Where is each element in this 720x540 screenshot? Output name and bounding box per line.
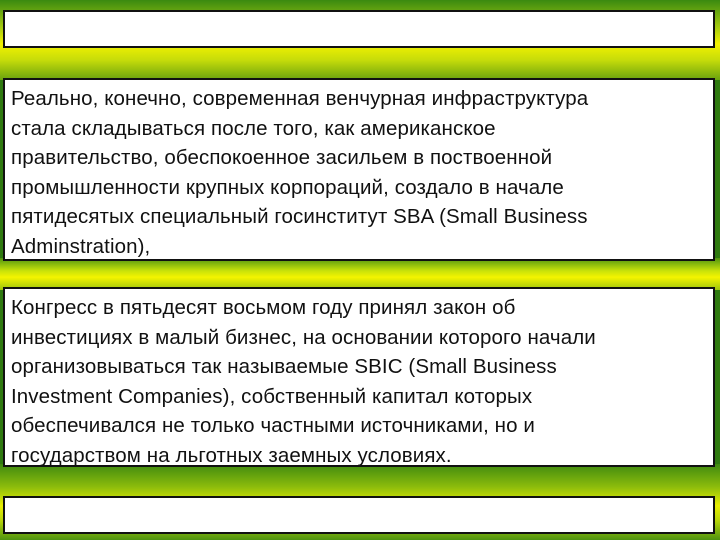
paragraph-2-line: государством на льготных заемных условиях. bbox=[11, 443, 452, 467]
paragraph-2-line: Конгресс в пятьдесят восьмом году принял закон об bbox=[11, 296, 516, 319]
paragraph-2-box bbox=[3, 287, 715, 467]
paragraph-2-line: обеспечивался не только частными источниками, но и bbox=[11, 414, 535, 437]
paragraph-1-line: промышленности крупных корпораций, создало в начале bbox=[11, 175, 564, 199]
paragraph-1-line: пятидесятых специальный госинститут SBA (Small Business bbox=[11, 205, 588, 228]
paragraph-2-line: Investment Companies), собственный капитал которых bbox=[11, 384, 533, 408]
header-text-box bbox=[3, 10, 715, 48]
paragraph-1-box bbox=[3, 78, 715, 261]
paragraph-1-line: правительство, обеспокоенное засильем в поствоенной bbox=[11, 146, 553, 169]
footer-text-box bbox=[3, 496, 715, 534]
paragraph-2-line: организовываться так называемые SBIC (Small Business bbox=[11, 355, 557, 378]
paragraph-1-line: Реально, конечно, современная венчурная инфраструктура bbox=[11, 87, 589, 110]
middle-gradient-band bbox=[0, 258, 720, 290]
paragraph-2-line: инвестициях в малый бизнес, на основании которого начали bbox=[11, 325, 596, 349]
paragraph-1-line: стала складываться после того, как американское bbox=[11, 116, 496, 140]
paragraph-1-line: Adminstration), bbox=[11, 234, 151, 258]
